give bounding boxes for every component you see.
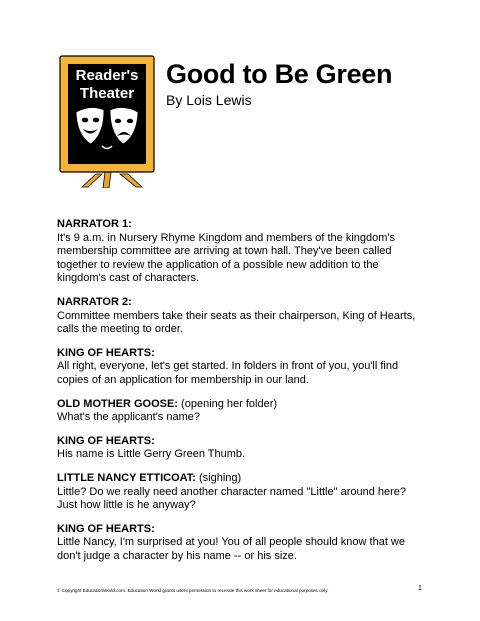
dialogue-line: membership committee are arriving at town hall. They've been called <box>57 245 392 258</box>
readers-theater-logo <box>58 54 158 188</box>
stage-direction: (opening her folder) <box>178 397 278 410</box>
script-body <box>57 218 427 573</box>
dialogue-line: calls the meeting to order. <box>57 323 183 336</box>
speaker-line <box>57 435 427 449</box>
speaker-line <box>57 398 427 412</box>
dialogue-line: Little Nancy, I'm surprised at you! You of all people should know that we <box>57 536 405 549</box>
dialogue-line: copies of an application for membership in our land. <box>57 373 309 386</box>
stage-direction: (sighing) <box>195 471 242 484</box>
logo-line1: Reader's <box>75 67 139 84</box>
dialogue-line: together to review the application of a possible new addition to the <box>57 258 379 271</box>
speaker-line <box>57 472 427 486</box>
speaker-name: KING OF HEARTS: <box>57 346 155 359</box>
dialogue-block <box>57 523 427 564</box>
dialogue-block <box>57 398 427 425</box>
dialogue-block <box>57 218 427 286</box>
speaker-name: KING OF HEARTS: <box>57 434 155 447</box>
dialogue-line: kingdom's cast of characters. <box>57 272 200 285</box>
dialogue-line: don't judge a character by his name -- or his size. <box>57 549 297 562</box>
author-byline: By Lois Lewis <box>166 92 252 108</box>
speaker-name: NARRATOR 2: <box>57 295 132 308</box>
speaker-name: KING OF HEARTS: <box>57 522 155 535</box>
speaker-line <box>57 523 427 537</box>
speaker-name: OLD MOTHER GOOSE: <box>57 397 178 410</box>
speaker-line <box>57 296 427 310</box>
easel-icon <box>58 54 158 188</box>
speaker-name: NARRATOR 1: <box>57 218 132 230</box>
dialogue-block <box>57 435 427 462</box>
speaker-line <box>57 218 427 232</box>
page-number: 1 <box>418 585 422 592</box>
dialogue-line: Just how little is he anyway? <box>57 499 196 512</box>
dialogue-block <box>57 296 427 337</box>
dialogue-line: What's the applicant's name? <box>57 411 200 424</box>
page-title: Good to Be Green <box>166 59 393 89</box>
copyright-footer: © Copyright EducationWorld.com. Education World grants users permission to recreate this work sheet for educational purposes only. <box>57 588 329 593</box>
dialogue-block <box>57 347 427 388</box>
dialogue-line: Little? Do we really need another character named "Little" around here? <box>57 485 407 498</box>
speaker-line <box>57 347 427 361</box>
dialogue-block <box>57 472 427 513</box>
dialogue-line: Committee members take their seats as their chairperson, King of Hearts, <box>57 309 416 322</box>
easel-legs <box>82 172 142 188</box>
speaker-name: LITTLE NANCY ETTICOAT: <box>57 471 196 484</box>
logo-line2: Theater <box>79 85 135 102</box>
dialogue-line: All right, everyone, let's get started. In folders in front of you, you'll find <box>57 360 399 373</box>
dialogue-line: His name is Little Gerry Green Thumb. <box>57 448 246 461</box>
dialogue-line: It's 9 a.m. in Nursery Rhyme Kingdom and members of the kingdom's <box>57 231 396 244</box>
